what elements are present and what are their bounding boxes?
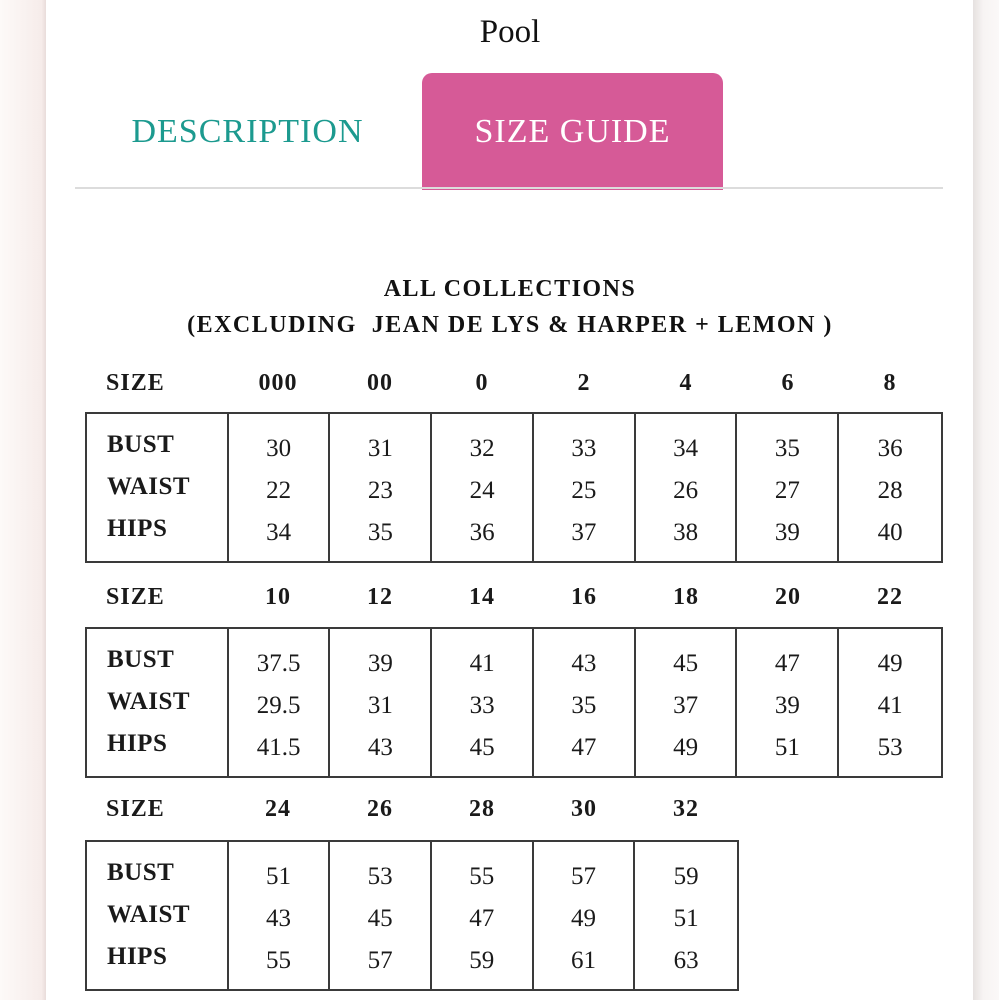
bust-value: 53 bbox=[367, 863, 393, 890]
hips-value: 40 bbox=[877, 519, 903, 546]
size-value: 16 bbox=[571, 584, 597, 610]
size-column bbox=[229, 629, 331, 776]
measurement-label-hips: HIPS bbox=[107, 515, 168, 542]
bust-value: 47 bbox=[774, 650, 800, 677]
size-column bbox=[534, 842, 636, 989]
size-column bbox=[229, 842, 331, 989]
waist-value: 24 bbox=[469, 477, 495, 504]
size-column bbox=[636, 414, 738, 561]
bust-value: 32 bbox=[469, 435, 495, 462]
waist-value: 27 bbox=[774, 477, 800, 504]
hips-value: 55 bbox=[265, 947, 291, 974]
measurement-label-bust: BUST bbox=[107, 859, 175, 886]
size-column bbox=[432, 414, 534, 561]
bust-value: 31 bbox=[367, 435, 393, 462]
bust-value: 34 bbox=[673, 435, 699, 462]
bust-value: 36 bbox=[877, 435, 903, 462]
size-value: 2 bbox=[577, 370, 591, 396]
waist-value: 25 bbox=[571, 477, 597, 504]
hips-value: 47 bbox=[571, 734, 597, 761]
waist-value: 39 bbox=[774, 692, 800, 719]
size-value: 10 bbox=[265, 584, 291, 610]
bust-value: 30 bbox=[266, 435, 292, 462]
measurement-label-waist: WAIST bbox=[107, 473, 191, 500]
size-value: 8 bbox=[883, 370, 897, 396]
size-column bbox=[534, 414, 636, 561]
bust-value: 35 bbox=[774, 435, 800, 462]
size-value: 00 bbox=[367, 370, 393, 396]
waist-value: 43 bbox=[265, 905, 291, 932]
measurement-table bbox=[85, 840, 739, 991]
size-value: 26 bbox=[367, 796, 393, 822]
bust-value: 51 bbox=[265, 863, 291, 890]
measurement-label-waist: WAIST bbox=[107, 688, 191, 715]
waist-value: 35 bbox=[571, 692, 597, 719]
bust-value: 45 bbox=[673, 650, 699, 677]
waist-value: 45 bbox=[367, 905, 393, 932]
measurement-label-waist: WAIST bbox=[107, 901, 191, 928]
bust-value: 55 bbox=[469, 863, 495, 890]
measurement-table bbox=[85, 412, 943, 563]
size-column bbox=[229, 414, 331, 561]
size-column bbox=[737, 414, 839, 561]
size-column bbox=[432, 842, 534, 989]
size-value: 22 bbox=[877, 584, 903, 610]
bust-value: 43 bbox=[571, 650, 597, 677]
size-header-label: SIZE bbox=[106, 370, 165, 396]
size-value: 6 bbox=[781, 370, 795, 396]
hips-value: 41.5 bbox=[256, 734, 301, 761]
bust-value: 39 bbox=[367, 650, 393, 677]
waist-value: 51 bbox=[673, 905, 699, 932]
size-header-label: SIZE bbox=[106, 584, 165, 610]
product-title: Pool bbox=[479, 14, 541, 50]
hips-value: 61 bbox=[570, 947, 596, 974]
hips-value: 51 bbox=[774, 734, 800, 761]
size-value: 18 bbox=[673, 584, 699, 610]
waist-value: 31 bbox=[367, 692, 393, 719]
size-value: 28 bbox=[469, 796, 495, 822]
hips-value: 34 bbox=[266, 519, 292, 546]
hips-value: 45 bbox=[469, 734, 495, 761]
hips-value: 36 bbox=[469, 519, 495, 546]
measurement-labels-column bbox=[87, 629, 229, 776]
measurement-table bbox=[85, 627, 943, 778]
tab-divider bbox=[75, 187, 943, 189]
waist-value: 33 bbox=[469, 692, 495, 719]
size-value: 0 bbox=[475, 370, 489, 396]
size-column bbox=[534, 629, 636, 776]
size-column bbox=[330, 414, 432, 561]
size-value: 12 bbox=[367, 584, 393, 610]
size-value: 14 bbox=[469, 584, 495, 610]
size-column bbox=[737, 629, 839, 776]
waist-value: 49 bbox=[570, 905, 596, 932]
size-value: 32 bbox=[673, 796, 699, 822]
hips-value: 53 bbox=[877, 734, 903, 761]
bust-value: 33 bbox=[571, 435, 597, 462]
size-value: 000 bbox=[258, 370, 298, 396]
bust-value: 41 bbox=[469, 650, 495, 677]
size-column bbox=[330, 842, 432, 989]
hips-value: 39 bbox=[774, 519, 800, 546]
hips-value: 59 bbox=[469, 947, 495, 974]
size-column bbox=[330, 629, 432, 776]
waist-value: 26 bbox=[673, 477, 699, 504]
waist-value: 22 bbox=[266, 477, 292, 504]
hips-value: 35 bbox=[367, 519, 393, 546]
hips-value: 49 bbox=[673, 734, 699, 761]
waist-value: 41 bbox=[877, 692, 903, 719]
hips-value: 37 bbox=[571, 519, 597, 546]
bust-value: 59 bbox=[673, 863, 699, 890]
bust-value: 37.5 bbox=[256, 650, 301, 677]
bust-value: 49 bbox=[877, 650, 903, 677]
measurement-label-bust: BUST bbox=[107, 431, 175, 458]
page-edge-left bbox=[0, 0, 46, 1000]
size-header-label: SIZE bbox=[106, 796, 165, 822]
measurement-labels-column bbox=[87, 414, 229, 561]
size-value: 30 bbox=[571, 796, 597, 822]
hips-value: 63 bbox=[673, 947, 699, 974]
size-column bbox=[839, 414, 941, 561]
measurement-label-bust: BUST bbox=[107, 646, 175, 673]
measurement-label-hips: HIPS bbox=[107, 730, 168, 757]
hips-value: 43 bbox=[367, 734, 393, 761]
tab-size-guide[interactable]: SIZE GUIDE bbox=[422, 73, 723, 190]
size-value: 20 bbox=[775, 584, 801, 610]
size-column bbox=[635, 842, 737, 989]
waist-value: 28 bbox=[877, 477, 903, 504]
size-column bbox=[636, 629, 738, 776]
measurement-labels-column bbox=[87, 842, 229, 989]
hips-value: 57 bbox=[367, 947, 393, 974]
waist-value: 47 bbox=[469, 905, 495, 932]
waist-value: 37 bbox=[673, 692, 699, 719]
page-edge-right bbox=[973, 0, 999, 1000]
size-chart-subheading: (EXCLUDING JEAN DE LYS & HARPER + LEMON ) bbox=[187, 312, 833, 338]
hips-value: 38 bbox=[673, 519, 699, 546]
size-column bbox=[839, 629, 941, 776]
waist-value: 23 bbox=[367, 477, 393, 504]
size-value: 24 bbox=[265, 796, 291, 822]
measurement-label-hips: HIPS bbox=[107, 943, 168, 970]
waist-value: 29.5 bbox=[256, 692, 301, 719]
tab-description[interactable]: DESCRIPTION bbox=[131, 112, 364, 150]
size-chart-heading: ALL COLLECTIONS bbox=[383, 276, 637, 302]
size-value: 4 bbox=[679, 370, 693, 396]
bust-value: 57 bbox=[570, 863, 596, 890]
size-column bbox=[432, 629, 534, 776]
